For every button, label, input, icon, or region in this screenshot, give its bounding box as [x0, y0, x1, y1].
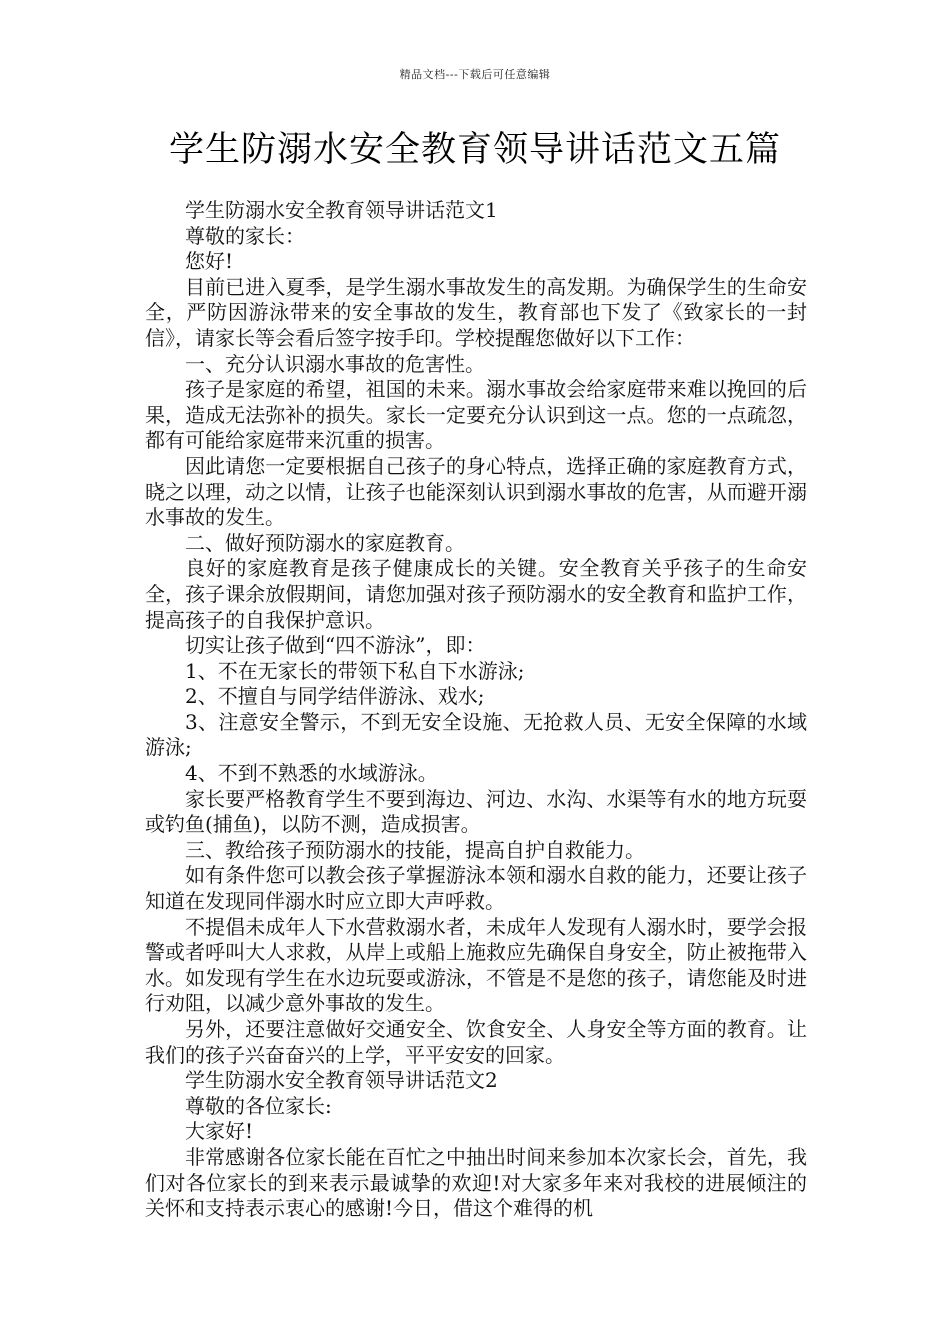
- paragraph: 三、教给孩子预防溺水的技能，提高自护自救能力。: [185, 837, 645, 862]
- paragraph: 非常感谢各位家长能在百忙之中抽出时间来参加本次家长会，首先，我们对各位家长的到来表示最诚挚的欢迎!对大家多年来对我校的进展倾注的关怀和支持表示衷心的感谢!今日，借这个难得的机: [145, 1144, 807, 1221]
- paragraph: 家长要严格教育学生不要到海边、河边、水沟、水渠等有水的地方玩耍或钓鱼(捕鱼)，以防不测，造成损害。: [145, 786, 807, 837]
- document-title: 学生防溺水安全教育领导讲话范文五篇: [168, 130, 781, 170]
- paragraph: 良好的家庭教育是孩子健康成长的关键。安全教育关乎孩子的生命安全，孩子课余放假期间，请您加强对孩子预防溺水的安全教育和监护工作，提高孩子的自我保护意识。: [145, 556, 807, 632]
- paragraph: 尊敬的各位家长:: [185, 1093, 332, 1118]
- paragraph: 切实让孩子做到“四不游泳”，即：: [185, 633, 486, 658]
- paragraph: 不提倡未成年人下水营救溺水者，未成年人发现有人溺水时，要学会报警或者呼叫大人求救，从岸上或船上施救应先确保自身安全，防止被拖带入水。如发现有学生在水边玩耍或游泳，不管是不是您的孩子，请您能及时进行劝阻，以减少意外事故的发生。: [145, 914, 807, 1016]
- document-body: [145, 198, 807, 1222]
- paragraph: 大家好!: [185, 1119, 254, 1144]
- paragraph: 尊敬的家长：: [185, 223, 305, 248]
- header-note: 精品文档---下载后可任意编辑: [399, 68, 551, 81]
- paragraph: 二、做好预防溺水的家庭教育。: [185, 530, 465, 555]
- paragraph: 您好!: [185, 249, 234, 274]
- paragraph: 孩子是家庭的希望，祖国的未来。溺水事故会给家庭带来难以挽回的后果，造成无法弥补的损失。家长一定要充分认识到这一点。您的一点疏忽，都有可能给家庭带来沉重的损害。: [145, 377, 807, 453]
- paragraph: 学生防溺水安全教育领导讲话范文2: [185, 1068, 498, 1093]
- paragraph: 一、充分认识溺水事故的危害性。: [185, 351, 485, 376]
- paragraph: 目前已进入夏季，是学生溺水事故发生的高发期。为确保学生的生命安全，严防因游泳带来的安全事故的发生，教育部也下发了《致家长的一封信》，请家长等会看后签字按手印。学校提醒您做好以下工作：: [145, 274, 807, 350]
- paragraph: 因此请您一定要根据自己孩子的身心特点，选择正确的家庭教育方式，晓之以理，动之以情，让孩子也能深刻认识到溺水事故的危害，从而避开溺水事故的发生。: [145, 453, 807, 530]
- paragraph: 1、不在无家长的带领下私自下水游泳;: [185, 658, 525, 683]
- paragraph: 另外，还要注意做好交通安全、饮食安全、人身安全等方面的教育。让我们的孩子兴奋奋兴的上学，平平安安的回家。: [145, 1017, 807, 1067]
- paragraph: 2、不擅自与同学结伴游泳、戏水;: [185, 684, 485, 709]
- paragraph: 4、不到不熟悉的水域游泳。: [185, 761, 438, 786]
- paragraph: 3、注意安全警示，不到无安全设施、无抢救人员、无安全保障的水域游泳;: [145, 709, 807, 760]
- paragraph: 如有条件您可以教会孩子掌握游泳本领和溺水自救的能力，还要让孩子知道在发现同伴溺水时应立即大声呼救。: [145, 863, 807, 914]
- paragraph: 学生防溺水安全教育领导讲话范文1: [185, 198, 498, 222]
